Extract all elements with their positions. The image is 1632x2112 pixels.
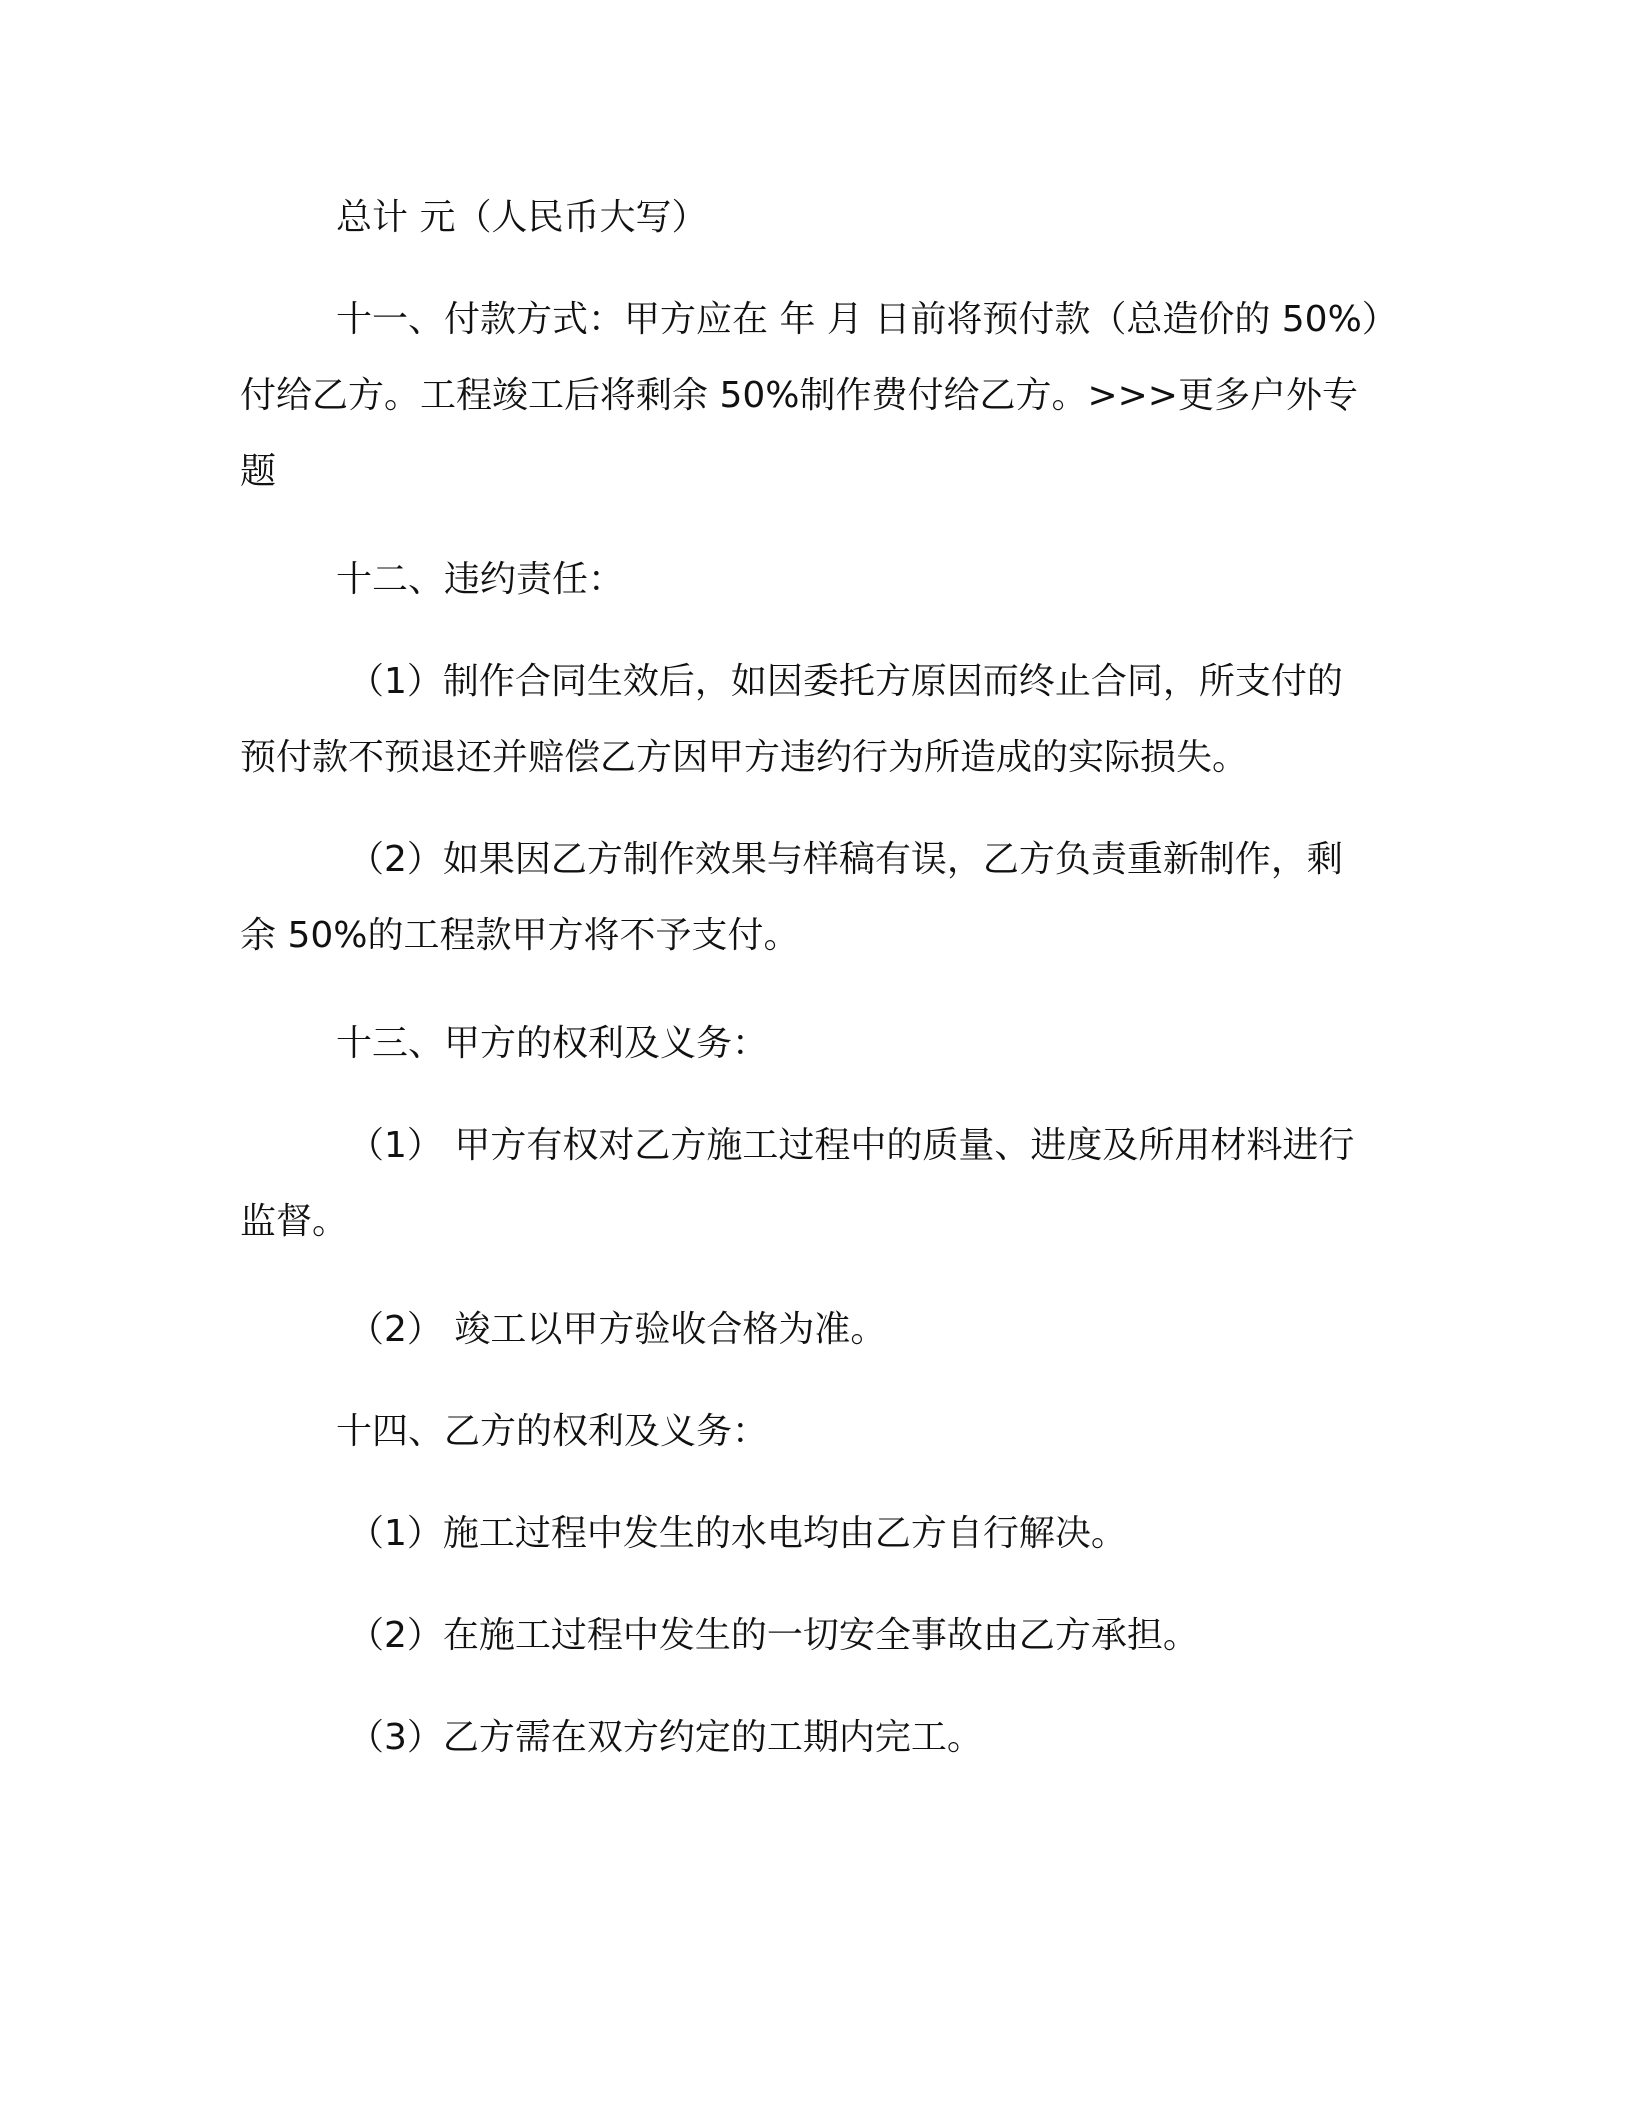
section-12-item-2-line: （2）如果因乙方制作效果与样稿有误，乙方负责重新制作，剩 <box>348 839 1343 880</box>
section-14-item-1-line: （1）施工过程中发生的水电均由乙方自行解决。 <box>348 1513 1127 1554</box>
section-13-item-1-line: 监督。 <box>240 1201 349 1242</box>
section-11-body-line: 付给乙方。工程竣工后将剩余 50%制作费付给乙方。>>>更多户外专 <box>240 375 1358 416</box>
section-14-heading: 十四、乙方的权利及义务： <box>336 1411 769 1452</box>
section-14-item-3-line: （3）乙方需在双方约定的工期内完工。 <box>348 1717 983 1758</box>
section-13-item-2-line: （2） 竣工以甲方验收合格为准。 <box>348 1309 887 1350</box>
section-12-item-2-line: 余 50%的工程款甲方将不予支付。 <box>240 915 800 956</box>
section-12-heading: 十二、违约责任： <box>336 559 625 600</box>
section-11-heading-line: 十一、付款方式：甲方应在 年 月 日前将预付款（总造价的 50%） <box>336 299 1398 340</box>
section-12-item-1-line: 预付款不预退还并赔偿乙方因甲方违约行为所造成的实际损失。 <box>240 737 1249 778</box>
total-amount-line: 总计 元（人民币大写） <box>336 197 708 238</box>
section-14-item-2-line: （2）在施工过程中发生的一切安全事故由乙方承担。 <box>348 1615 1199 1656</box>
section-12-item-1-line: （1）制作合同生效后，如因委托方原因而终止合同，所支付的 <box>348 661 1343 702</box>
section-13-heading: 十三、甲方的权利及义务： <box>336 1023 769 1064</box>
section-11-body-line: 题 <box>240 451 277 492</box>
section-13-item-1-line: （1） 甲方有权对乙方施工过程中的质量、进度及所用材料进行 <box>348 1125 1355 1166</box>
